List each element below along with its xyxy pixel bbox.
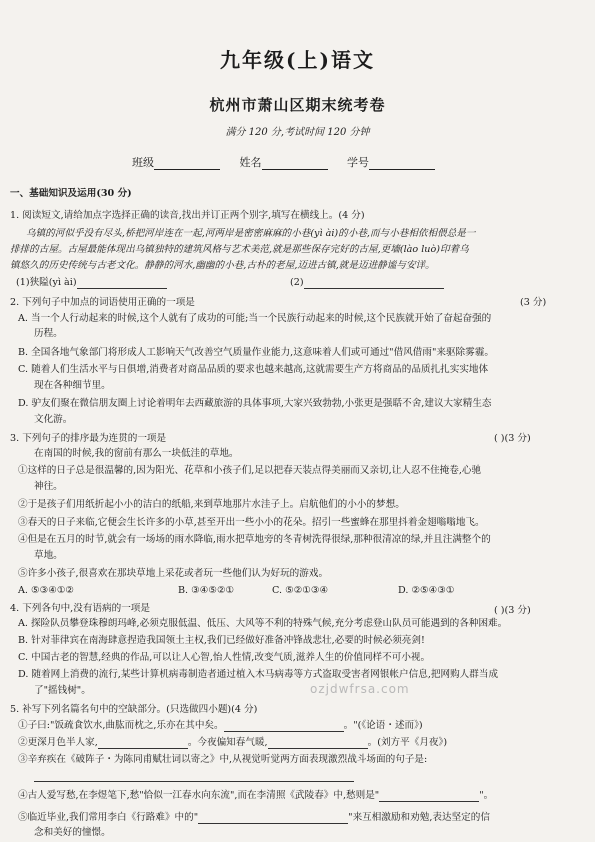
q2-option-a-cont: 历程。 xyxy=(34,328,63,339)
q5-item-1-source: 。"(《论语・述而》) xyxy=(343,720,423,731)
q5-stem: 5. 补写下列名篇名句中的空缺部分。(只选做四小题)(4 分) xyxy=(10,704,258,715)
q3-sentence: ③春天的日子来临,它便会生长许多的小草,甚至开出一些小小的花朵。招引一些蜜蜂在那里抖着金翅嗡嗡地飞。 xyxy=(18,517,485,528)
q1-answer-2 xyxy=(290,277,444,289)
q4-score: ( )(3 分) xyxy=(494,605,531,616)
name-label: 姓名 xyxy=(239,156,262,169)
q5-item-4 xyxy=(18,790,493,802)
q2-option-d-cont: 文化游。 xyxy=(34,414,73,425)
q5-item-1 xyxy=(18,720,423,732)
q5-item-3-blank-line xyxy=(34,770,354,782)
q1-answer-2-label: (2) xyxy=(290,277,304,288)
q2-option-b: B. 全国各地气象部门将形成人工影响天气改善空气质量作业能力,这意味着人们或可通过"借风借雨"来驱除雾霾。 xyxy=(18,347,494,358)
q5-item-3-blank xyxy=(34,771,354,782)
q3-sentence-cont: 草地。 xyxy=(34,550,63,561)
q5-item-1-text: ①子曰:"饭疏食饮水,曲肱而枕之,乐亦在其中矣。 xyxy=(18,720,224,731)
q2-option-c: C. 随着人们生活水平与日俱增,消费者对商品品质的要求也越来越高,这就需要生产方将商品的品质扎扎实实地体 xyxy=(18,364,489,375)
q5-item-5-cont: 念和美好的憧憬。 xyxy=(34,827,111,838)
q5-item-5-text: ⑤临近毕业,我们常用李白《行路难》中的" xyxy=(18,812,199,823)
q5-item-2-text: ②更深月色半人家, xyxy=(18,737,98,748)
q4-stem: 4. 下列各句中,没有语病的一项是 xyxy=(10,603,150,614)
q3-sentence: ①这样的日子总是很温馨的,因为阳光、花草和小孩子们,足以把春天装点得美丽而又亲切,让人忍不住掩卷,心驰 xyxy=(18,465,482,476)
q5-item-2-blank xyxy=(98,738,188,749)
q2-option-c-cont: 现在各种细节里。 xyxy=(34,380,111,391)
q5-item-5-blank xyxy=(198,813,348,824)
q1-answer-2-blank xyxy=(304,278,444,289)
q4-option-c: C. 中国古老的智慧,经典的作品,可以让人心智,怡人性情,改变气质,滋养人生的价值同样不可小视。 xyxy=(18,652,431,663)
q5-item-1-blank xyxy=(224,721,344,732)
watermark: ozjdwfrsa.com xyxy=(310,682,410,696)
number-label: 学号 xyxy=(347,156,369,169)
name-blank xyxy=(262,158,328,170)
q1-answer-1-label: (1)狭隘(yì ài) xyxy=(16,277,77,288)
q3-stem: 3. 下列句子的排序最为连贯的一项是 xyxy=(10,433,167,444)
q4-option-d-cont: 了"摇钱树"。 xyxy=(34,685,91,696)
q4-option-b: B. 针对菲律宾在南海肆意捏造我国领土主权,我们已经做好准备冲锋战悲壮,必要的时候必须亮剑! xyxy=(18,635,425,646)
q2-option-d: D. 驴友们聚在微信朋友圈上讨论着明年去西藏旅游的具体事项,大家兴致勃勃,小张更是强聒不舍,建议大家精生态 xyxy=(18,398,492,409)
q3-option: D. ②⑤④③① xyxy=(398,585,455,596)
q1-passage-line: 乌镇的河似乎没有尽头,桥把河岸连在一起,河两岸是密密麻麻的小巷(yì ài)的小巷,而与小巷相依相偎总是一 xyxy=(26,228,476,239)
q5-item-2-blank-b xyxy=(268,738,368,749)
section-heading: 一、基础知识及运用(30 分) xyxy=(10,188,132,199)
q3-sentence: ⑤许多小孩子,很喜欢在那块草地上采花或者玩一些他们认为好玩的游戏。 xyxy=(18,568,329,579)
q5-item-2 xyxy=(18,737,447,749)
q3-sentence-cont: 神往。 xyxy=(34,481,63,492)
page-title: 九年级(上)语文 xyxy=(220,48,375,72)
score-line: 满分 120 分,考试时间 120 分钟 xyxy=(225,127,370,138)
q5-item-2-text-b: 。今夜偏知春气暖, xyxy=(187,737,268,748)
q1-answer-1 xyxy=(16,277,167,289)
q3-option: A. ⑤③④①② xyxy=(18,585,75,596)
q3-option: C. ⑤②①③④ xyxy=(272,585,329,596)
q1-passage-line: 镇悠久的历史传统与古老文化。静静的河水,幽幽的小巷,古朴的老屋,迈进古镇,就是迈进静谧与安详。 xyxy=(10,260,435,271)
q5-item-3: ③辛弃疾在《破阵子・为陈同甫赋壮词以寄之》中,从视觉听觉两方面表现激烈战斗场面的句子是: xyxy=(18,754,428,765)
q1-stem: 1. 阅读短文,请给加点字选择正确的读音,找出并订正两个别字,填写在横线上。(4 分) xyxy=(10,210,365,221)
q5-item-4-text: ④古人爱写愁,在李煜笔下,愁"恰似一江春水向东流",而在李清照《武陵春》中,愁则是" xyxy=(18,790,380,801)
q3-sentence: ④但是在五月的时节,就会有一场场的雨水降临,雨水把草地旁的冬青树洗得很绿,那种很清凉的绿,并且注满整个的 xyxy=(18,534,491,545)
q5-item-2-source: 。(刘方平《月夜》) xyxy=(367,737,448,748)
q3-score: ( )(3 分) xyxy=(494,433,531,444)
q3-option: B. ③④⑤②① xyxy=(178,585,235,596)
q5-item-5 xyxy=(18,812,490,824)
q5-item-4-blank xyxy=(379,791,479,802)
q5-item-5-text-b: "来互相激励和劝勉,表达坚定的信 xyxy=(348,812,490,823)
q2-option-a: A. 当一个人行动起来的时候,这个人就有了成功的可能;当一个民族行动起来的时候,这个民族就开始了奋起奋强的 xyxy=(18,313,492,324)
q2-stem: 2. 下列句子中加点的词语使用正确的一项是 xyxy=(10,297,195,308)
class-blank xyxy=(154,158,220,170)
student-info-fields xyxy=(132,154,435,170)
q3-sentence: ②于是孩子们用纸折起小小的洁白的纸船,来到草地那片水洼子上。启航他们的小小的梦想。 xyxy=(18,499,405,510)
class-label: 班级 xyxy=(132,156,154,169)
q1-passage-line: 排排的古屋。古屋最能体现出乌镇独特的建筑风格与艺术美范,就是那些保存完好的古屋,更墙(lào luò)印着乌 xyxy=(10,244,469,255)
q4-option-a: A. 探险队员攀登珠穆朗玛峰,必须克服低温、低压、大风等不利的特殊气候,充分考虑登山队员可能遇到的各种困难。 xyxy=(18,618,508,629)
q2-score: (3 分) xyxy=(520,297,547,308)
q3-intro: 在南国的时候,我的窗前有那么一块低洼的草地。 xyxy=(34,448,239,459)
q5-item-4-end: "。 xyxy=(479,790,494,801)
q1-answer-1-blank xyxy=(77,278,167,289)
exam-subtitle: 杭州市萧山区期末统考卷 xyxy=(209,96,386,114)
q4-option-d: D. 随着网上消费的流行,某些计算机病毒制造者通过植入木马病毒等方式盗取受害者网银帐户信息,把网购人群当成 xyxy=(18,669,499,680)
number-blank xyxy=(369,158,435,170)
